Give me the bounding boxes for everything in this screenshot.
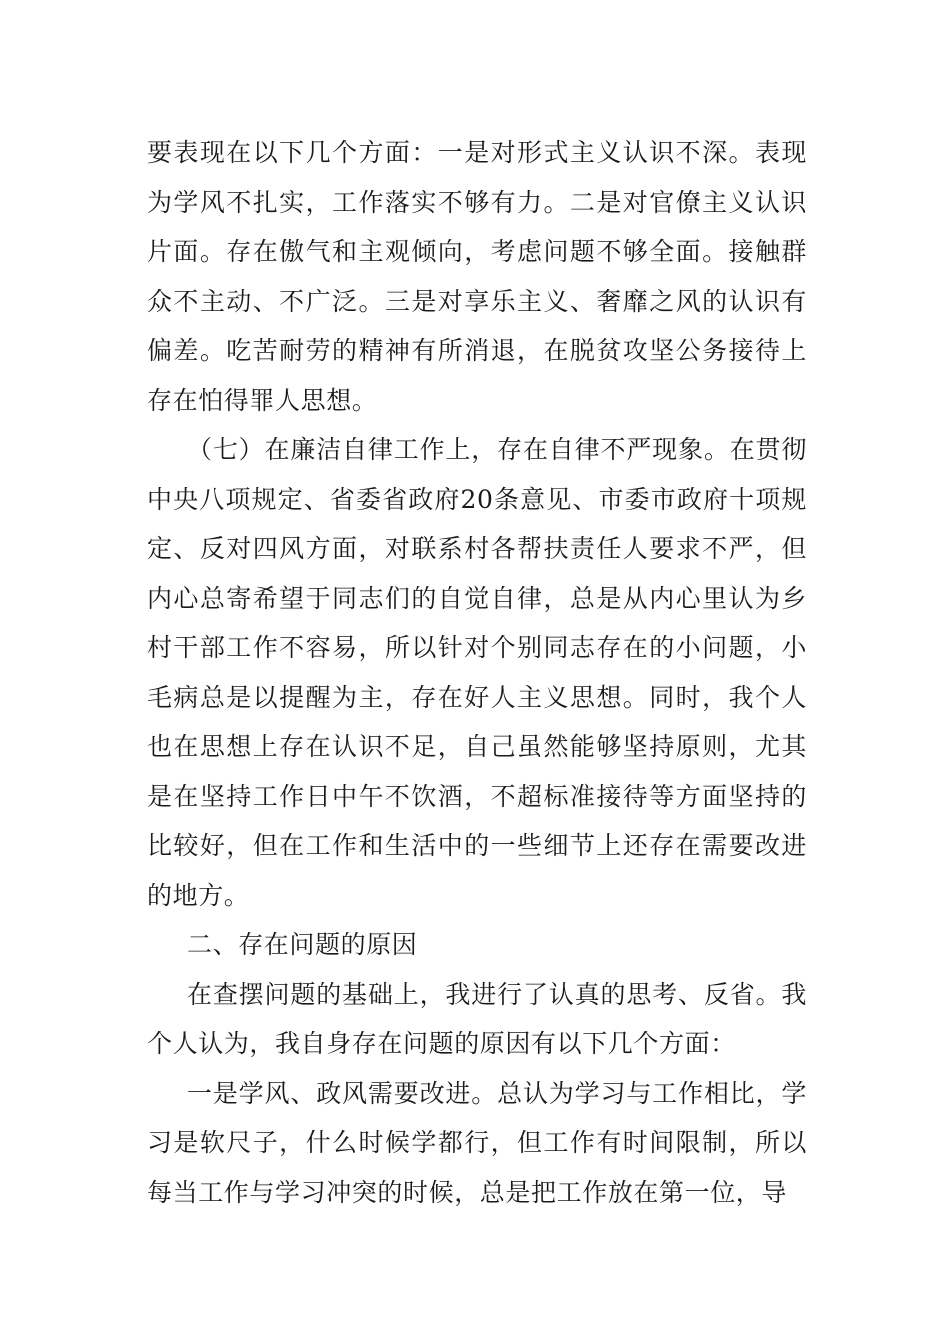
section-heading-causes: 二、存在问题的原因 xyxy=(187,930,418,959)
paragraph-continuation: 要表现在以下几个方面：一是对形式主义认识不深。表现为学风不扎实，工作落实不够有力。二是对官僚主义认识片面。存在傲气和主观倾向，考虑问题不够全面。接触群众不主动、不广泛。三是对享乐主义、奢靡之风的认识有偏差。吃苦耐劳的精神有所消退，在脱贫攻坚公务接待上存在怕得罪人思想。 xyxy=(147,138,807,415)
paragraph-section-seven: （七）在廉洁自律工作上，存在自律不严现象。在贯彻中央八项规定、省委省政府20条意见、市委市政府十项规定、反对四风方面，对联系村各帮扶责任人要求不严，但内心总寄希望于同志们的自觉自律，总是从内心里认为乡村干部工作不容易，所以针对个别同志存在的小问题，小毛病总是以提醒为主，存在好人主义思想。同时，我个人也在思想上存在认识不足，自己虽然能够坚持原则，尤其是在坚持工作日中午不饮酒，不超标准接待等方面坚持的比较好，但在工作和生活中的一些细节上还存在需要改进的地方。 xyxy=(147,435,807,910)
paragraph-cause-one: 一是学风、政风需要改进。总认为学习与工作相比，学习是软尺子，什么时候学都行，但工作有时间限制，所以每当工作与学习冲突的时候，总是把工作放在第一位，导 xyxy=(147,1078,807,1207)
document-body xyxy=(147,128,807,1217)
paragraph-reflection: 在查摆问题的基础上，我进行了认真的思考、反省。我个人认为，我自身存在问题的原因有以下几个方面： xyxy=(147,979,807,1058)
